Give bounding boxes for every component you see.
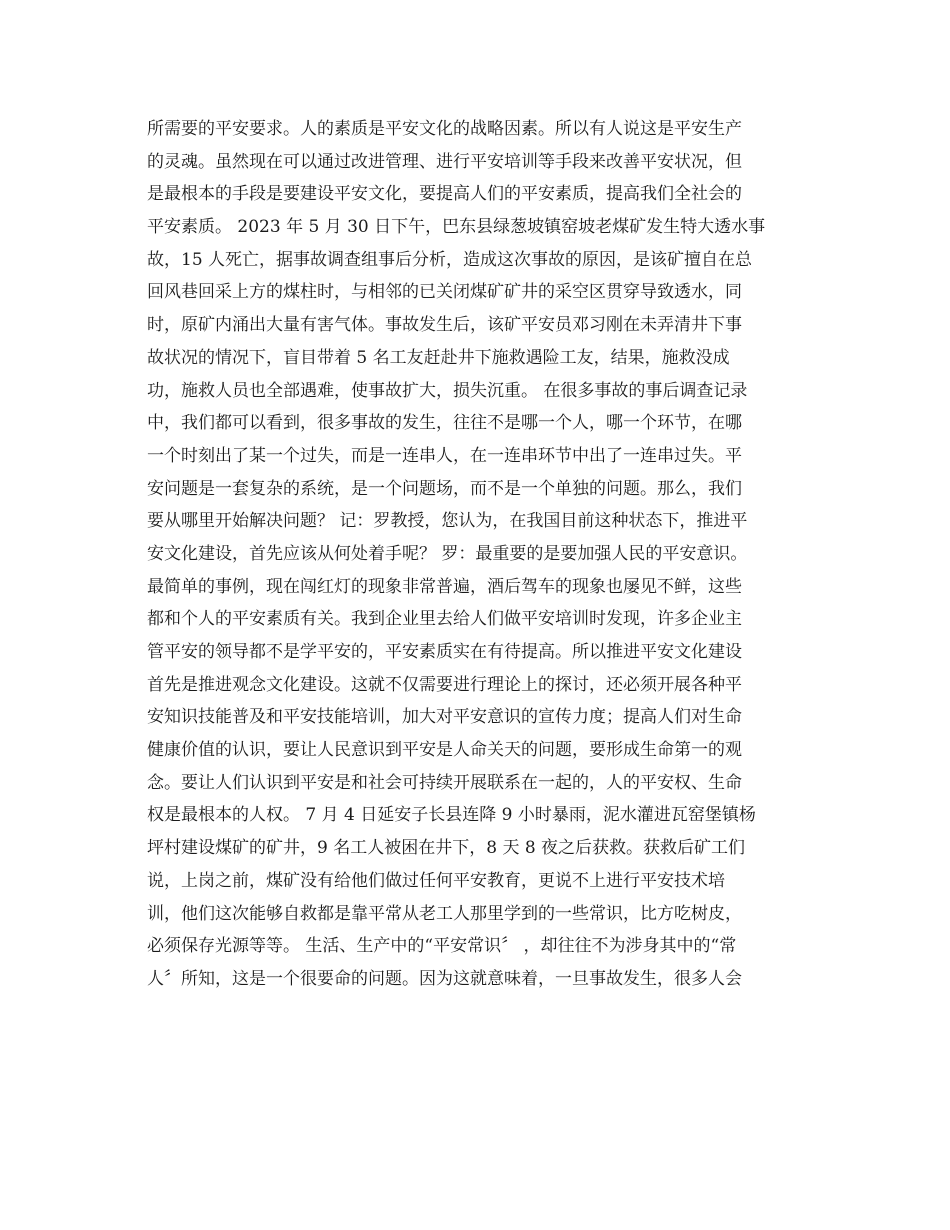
text-line: 时，原矿内涌出大量有害气体。事故发生后，该矿平安员邓习刚在未弄清井下事 — [147, 315, 742, 336]
text-line: 平安素质。 2023 年 5 月 30 日下午，巴东县绿葱坡镇窑坡老煤矿发生特大透水事 — [147, 217, 766, 238]
text-line: 坪村建设煤矿的矿井，9 名工人被困在井下，8 天 8 夜之后获救。获救后矿工们 — [147, 838, 746, 859]
text-line: 功，施救人员也全部遇难，使事故扩大，损失沉重。 在很多事故的事后调查记录 — [147, 380, 748, 401]
text-line: 安知识技能普及和平安技能培训，加大对平安意识的宣传力度；提高人们对生命 — [147, 707, 742, 728]
text-line: 回风巷回采上方的煤柱时，与相邻的已关闭煤矿矿井的采空区贯穿导致透水，同 — [147, 282, 742, 303]
text-line: 管平安的领导都不是学平安的，平安素质实在有待提高。所以推进平安文化建设 — [147, 642, 742, 662]
text-line: 故状况的情况下，盲目带着 5 名工友赶赴井下施救遇险工友，结果，施救没成 — [147, 347, 730, 368]
text-line: 是最根本的手段是要建设平安文化，要提高人们的平安素质，提高我们全社会的 — [147, 184, 742, 205]
text-line: 一个时刻出了某一个过失，而是一连串人，在一连串环节中出了一连串过失。平 — [147, 445, 742, 466]
text-line: 中，我们都可以看到，很多事故的发生，往往不是哪一个人，哪一个环节，在哪 — [147, 413, 742, 434]
text-line: 的灵魂。虽然现在可以通过改进管理、进行平安培训等手段来改善平安状况，但 — [147, 151, 742, 172]
text-line: 人〞所知，这是一个很要命的问题。因为这就意味着，一旦事故发生，很多人会 — [147, 968, 742, 989]
text-line: 安问题是一套复杂的系统，是一个问题场，而不是一个单独的问题。那么，我们 — [147, 478, 742, 499]
text-line: 安文化建设，首先应该从何处着手呢？ 罗：最重要的是要加强人民的平安意识。 — [147, 543, 748, 564]
text-line: 训，他们这次能够自救都是靠平常从老工人那里学到的一些常识，比方吃树皮， — [147, 903, 742, 924]
text-line: 健康价值的认识，要让人民意识到平安是人命关天的问题，要形成生命第一的观 — [147, 740, 742, 761]
text-line: 所需要的平安要求。人的素质是平安文化的战略因素。所以有人说这是平安生产 — [147, 119, 742, 139]
text-line: 念。要让人们认识到平安是和社会可持续开展联系在一起的，人的平安权、生命 — [147, 772, 742, 793]
text-line: 权是最根本的人权。 7 月 4 日延安子长县连降 9 小时暴雨，泥水灌进瓦窑堡镇杨 — [147, 805, 756, 826]
text-line: 要从哪里开始解决问题？ 记：罗教授，您认为，在我国目前这种状态下，推进平 — [147, 511, 748, 532]
text-line: 必须保存光源等等。 生活、生产中的“平安常识〞 ，却往往不为涉身其中的“常 — [147, 936, 737, 957]
text-line: 最简单的事例，现在闯红灯的现象非常普遍，酒后驾车的现象也屡见不鲜，这些 — [147, 576, 742, 597]
body-text — [147, 113, 807, 996]
text-line: 都和个人的平安素质有关。我到企业里去给人们做平安培训时发现，许多企业主 — [147, 609, 742, 630]
text-line: 说，上岗之前，煤矿没有给他们做过任何平安教育，更说不上进行平安技术培 — [147, 870, 725, 891]
text-line: 故，15 人死亡，据事故调查组事后分析，造成这次事故的原因，是该矿擅自在总 — [147, 249, 753, 270]
text-line: 首先是推进观念文化建设。这就不仅需要进行理论上的探讨，还必须开展各种平 — [147, 674, 742, 695]
